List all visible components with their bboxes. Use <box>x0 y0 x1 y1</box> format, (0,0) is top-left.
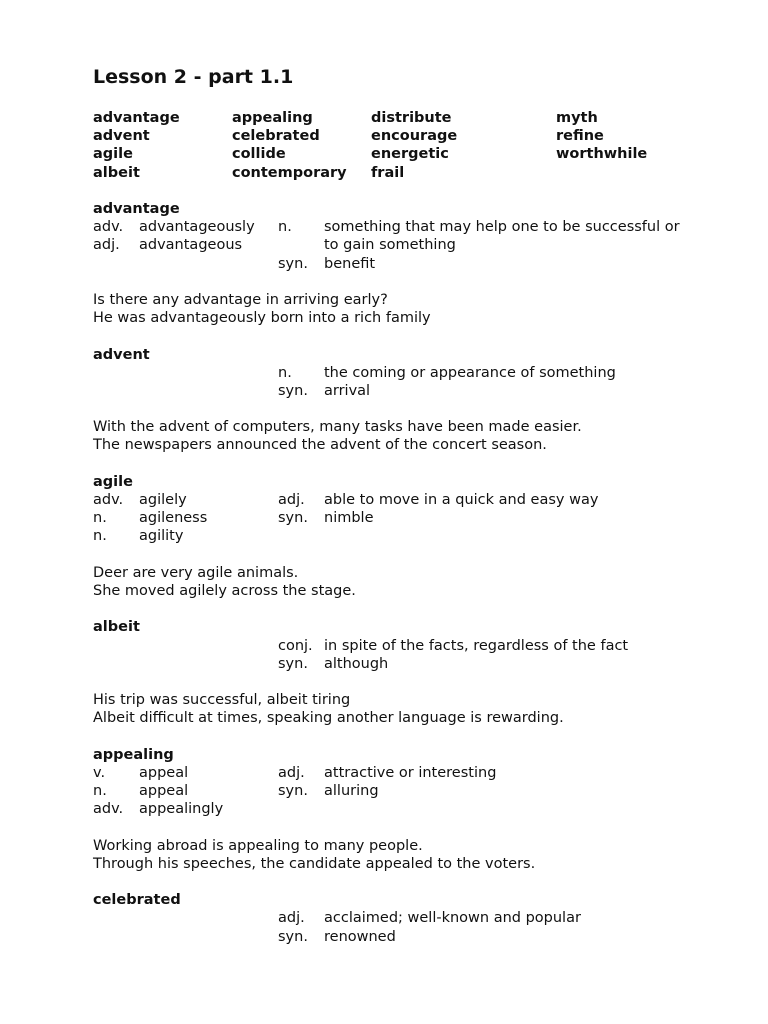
definition-text: nimble <box>324 510 374 527</box>
definition-row <box>93 928 733 946</box>
entry-headword: appealing <box>93 746 174 763</box>
entry-definitions <box>93 491 733 546</box>
definition-text: benefit <box>324 255 376 272</box>
entry-examples <box>93 691 733 727</box>
entry-definitions <box>93 218 733 273</box>
word-form-pos: adv. <box>93 492 124 508</box>
definition-row <box>93 509 733 527</box>
definition-text: to gain something <box>324 237 456 254</box>
definition-row <box>93 800 733 818</box>
definition-pos: syn. <box>278 382 308 399</box>
dictionary-entry <box>93 200 733 346</box>
word-form: appealingly <box>139 801 224 818</box>
word-form: advantageous <box>139 237 243 254</box>
definition-pos: syn. <box>278 510 308 527</box>
definition-pos: n. <box>278 364 292 381</box>
definition-row <box>93 909 733 927</box>
definition-row <box>93 655 733 673</box>
entry-definitions <box>93 637 733 673</box>
definition-pos: syn. <box>278 783 308 799</box>
definition-pos: syn. <box>278 655 308 672</box>
word-form-pos: n. <box>93 510 107 527</box>
example-sentence: The newspapers announced the advent of the concert season. <box>93 437 547 454</box>
example-sentence: Deer are very agile animals. <box>93 564 299 581</box>
entry-headword: albeit <box>93 619 140 636</box>
word-list-item: distribute <box>371 110 452 126</box>
definition-text: able to move in a quick and easy way <box>324 492 599 508</box>
definition-text: arrival <box>324 382 371 399</box>
example-sentence: With the advent of computers, many tasks have been made easier. <box>93 419 582 436</box>
word-list-item: contemporary <box>232 164 347 181</box>
word-list-item: frail <box>371 164 405 181</box>
definition-text: acclaimed; well-known and popular <box>324 910 581 927</box>
word-form: agileness <box>139 510 208 527</box>
definition-pos: conj. <box>278 637 313 654</box>
word-list-item: collide <box>232 146 286 163</box>
example-sentence: Is there any advantage in arriving early? <box>93 291 388 308</box>
word-list-item: albeit <box>93 164 140 181</box>
definition-text: something that may help one to be successful or <box>324 219 680 236</box>
word-list-item: advantage <box>93 110 180 126</box>
definition-row <box>93 527 733 545</box>
word-list-item: appealing <box>232 110 313 126</box>
definition-text: alluring <box>324 783 379 799</box>
word-form: agility <box>139 528 184 545</box>
word-form-pos: adv. <box>93 219 124 236</box>
example-sentence: He was advantageously born into a rich family <box>93 310 431 327</box>
definition-row <box>93 491 733 509</box>
word-form: agilely <box>139 492 187 508</box>
entries <box>93 200 733 946</box>
dictionary-entry <box>93 891 733 946</box>
definition-row <box>93 637 733 655</box>
word-form-pos: n. <box>93 528 107 545</box>
definition-row <box>93 236 733 254</box>
word-form: appeal <box>139 764 189 781</box>
dictionary-entry <box>93 473 733 619</box>
entry-definitions <box>93 764 733 819</box>
definition-text: attractive or interesting <box>324 764 497 781</box>
definition-pos: syn. <box>278 928 308 945</box>
word-form: advantageously <box>139 219 255 236</box>
word-form-pos: v. <box>93 764 106 781</box>
example-sentence: His trip was successful, albeit tiring <box>93 692 351 709</box>
example-sentence: She moved agilely across the stage. <box>93 582 356 599</box>
definition-text: in spite of the facts, regardless of the fact <box>324 637 629 654</box>
word-form: appeal <box>139 783 189 799</box>
entry-definitions <box>93 364 733 400</box>
page-title: Lesson 2 - part 1.1 <box>93 66 294 88</box>
word-list-item: refine <box>556 128 604 145</box>
definition-pos: n. <box>278 219 292 236</box>
example-sentence: Albeit difficult at times, speaking another language is rewarding. <box>93 710 564 727</box>
definition-row <box>93 782 733 800</box>
word-list-item: agile <box>93 146 133 163</box>
entry-headword: celebrated <box>93 892 181 909</box>
dictionary-entry <box>93 618 733 745</box>
definition-text: renowned <box>324 928 396 945</box>
word-list-item: worthwhile <box>556 146 648 163</box>
entry-headword: agile <box>93 473 133 490</box>
definition-text: although <box>324 655 389 672</box>
definition-pos: adj. <box>278 910 305 927</box>
word-list-item: celebrated <box>232 128 320 145</box>
entry-examples <box>93 418 733 454</box>
definition-text: the coming or appearance of something <box>324 364 616 381</box>
entry-examples <box>93 564 733 600</box>
definition-row <box>93 218 733 236</box>
definition-pos: adj. <box>278 492 305 508</box>
word-list-item: myth <box>556 110 598 126</box>
word-list-item: energetic <box>371 146 449 163</box>
dictionary-entry <box>93 346 733 473</box>
word-form-pos: adv. <box>93 801 124 818</box>
word-list-item: encourage <box>371 128 458 145</box>
word-list-item: advent <box>93 128 150 145</box>
definition-pos: syn. <box>278 255 308 272</box>
definition-row <box>93 382 733 400</box>
word-form-pos: n. <box>93 783 107 799</box>
entry-examples <box>93 837 733 873</box>
dictionary-entry <box>93 746 733 892</box>
definition-row <box>93 364 733 382</box>
entry-examples <box>93 291 733 327</box>
entry-definitions <box>93 909 733 945</box>
entry-headword: advent <box>93 346 150 363</box>
definition-pos: adj. <box>278 764 305 781</box>
entry-headword: advantage <box>93 201 180 217</box>
definition-row <box>93 255 733 273</box>
definition-row <box>93 764 733 782</box>
example-sentence: Through his speeches, the candidate appealed to the voters. <box>93 855 536 872</box>
word-form-pos: adj. <box>93 237 120 254</box>
example-sentence: Working abroad is appealing to many people. <box>93 837 423 854</box>
